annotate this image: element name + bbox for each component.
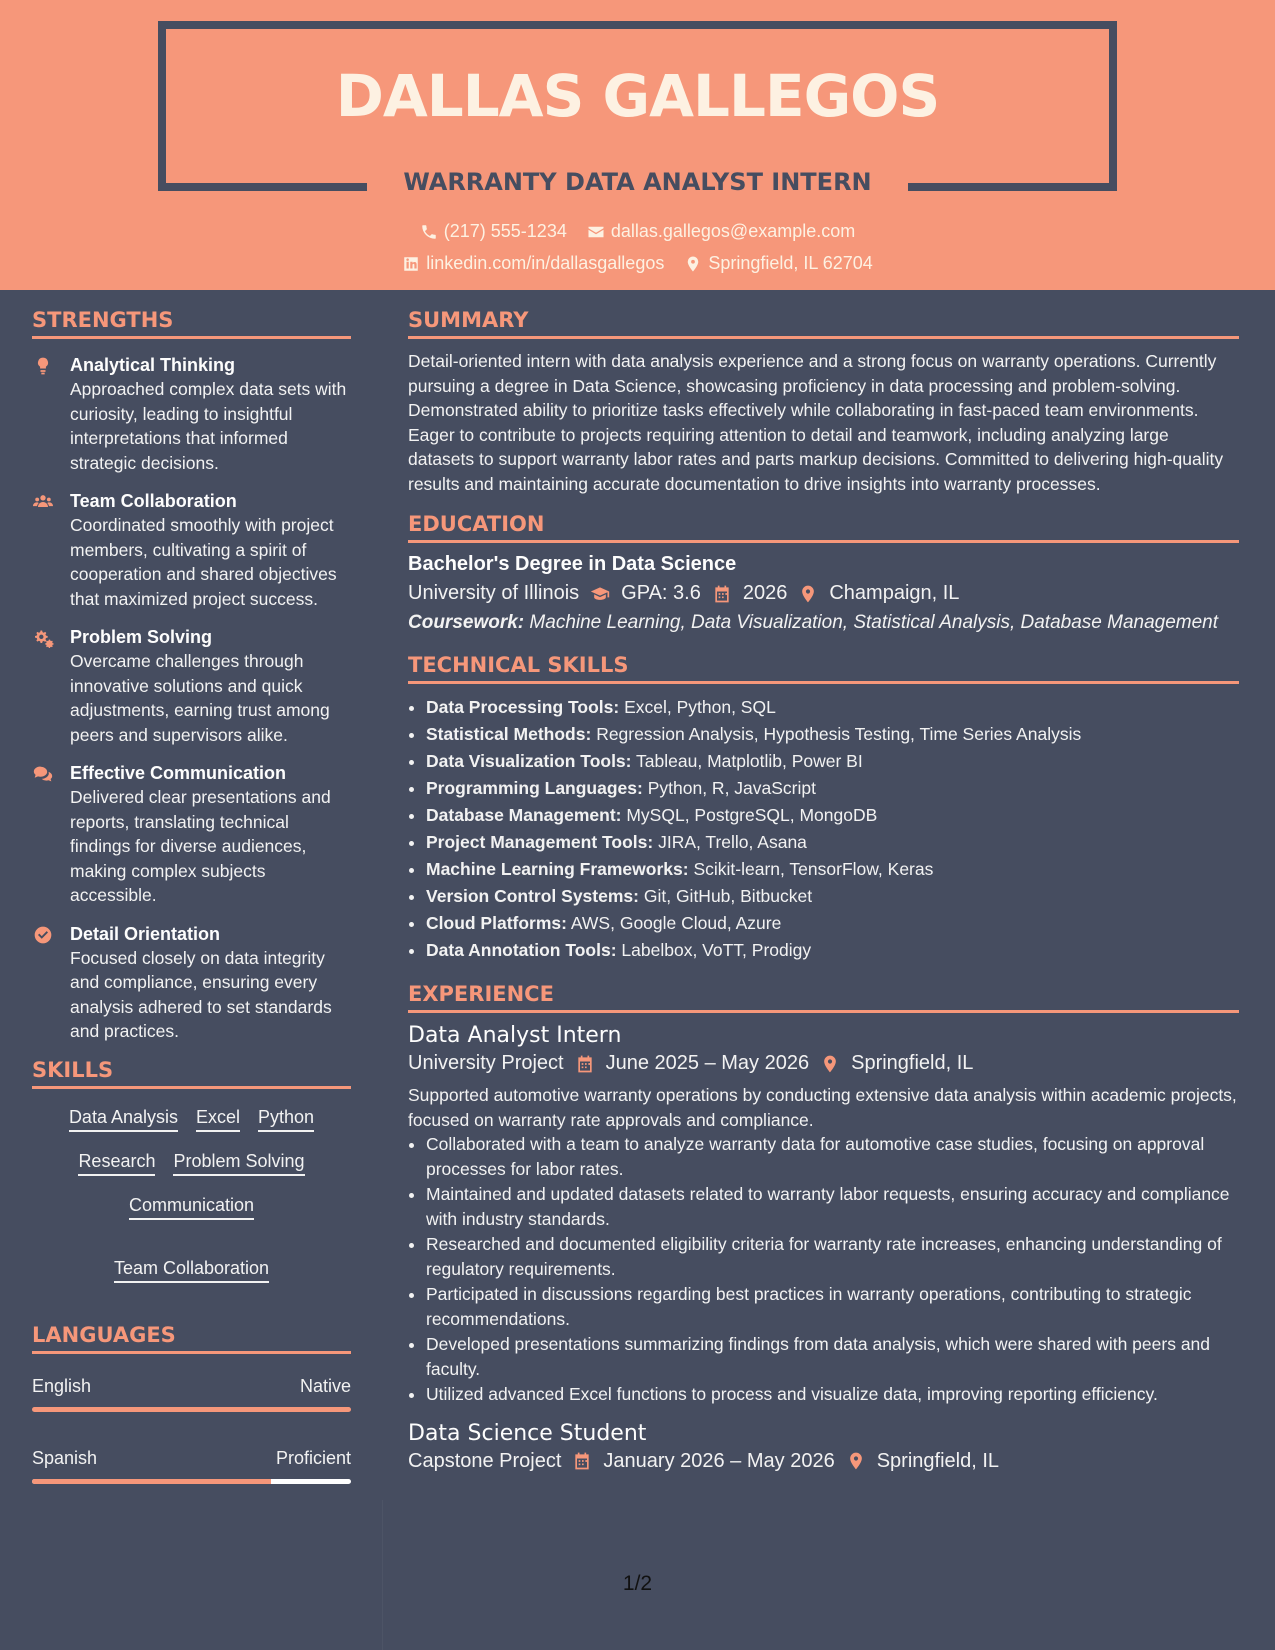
users-icon bbox=[32, 492, 54, 512]
language-bar-fill bbox=[32, 1407, 351, 1412]
list-item: • Version Control Systems: Git, GitHub, Bitbucket bbox=[426, 883, 1239, 910]
skill-tag: Research bbox=[78, 1151, 155, 1176]
job-description: Supported automotive warranty operations by conducting extensive data analysis within academic projects, focused on warranty rate approvals and compliance. bbox=[408, 1085, 1237, 1130]
technical-skills-heading: TECHNICAL SKILLS bbox=[408, 653, 1239, 684]
strength-title: Problem Solving bbox=[70, 627, 213, 647]
list-item: • Participated in discussions regarding best practices in warranty operations, contributing to strategic recommendations. bbox=[426, 1282, 1239, 1331]
language-bar-fill bbox=[32, 1479, 271, 1484]
gpa: GPA: 3.6 bbox=[621, 582, 701, 604]
education-meta bbox=[408, 582, 1239, 605]
experience-entry bbox=[408, 1421, 1239, 1473]
job-location: Springfield, IL bbox=[876, 1449, 999, 1472]
strength-desc: Focused closely on data integrity and compliance, ensuring every analysis adhered to set standards and practices. bbox=[70, 947, 332, 1041]
skill-tag: Python bbox=[258, 1107, 314, 1132]
strength-item bbox=[32, 625, 351, 747]
list-item: • Data Annotation Tools: Labelbox, VoTT, Prodigy bbox=[426, 937, 1239, 964]
lightbulb-icon bbox=[32, 356, 54, 376]
school-location: Champaign, IL bbox=[829, 582, 960, 604]
skills-list bbox=[32, 1099, 351, 1283]
list-item: • Machine Learning Frameworks: Scikit-learn, TensorFlow, Keras bbox=[426, 856, 1239, 883]
skill-tag: Data Analysis bbox=[69, 1107, 178, 1132]
skills-heading: SKILLS bbox=[32, 1058, 351, 1089]
strength-item bbox=[32, 489, 351, 611]
check-circle-icon bbox=[32, 925, 54, 945]
list-item: • Researched and documented eligibility criteria for warranty rate increases, enhancing understanding of regulatory requirements. bbox=[426, 1232, 1239, 1281]
calendar-icon bbox=[711, 584, 733, 604]
list-item: • Programming Languages: Python, R, JavaScript bbox=[426, 775, 1239, 802]
strength-title: Detail Orientation bbox=[70, 923, 221, 944]
language-level: Proficient bbox=[275, 1447, 351, 1468]
experience-heading: EXPERIENCE bbox=[408, 982, 1239, 1013]
phone-icon bbox=[420, 223, 438, 241]
job-meta bbox=[408, 1450, 1239, 1473]
list-item: • Data Processing Tools: Excel, Python, SQL bbox=[426, 694, 1239, 721]
map-marker-icon bbox=[845, 1451, 867, 1471]
job-title: Data Science Student bbox=[408, 1420, 647, 1446]
right-column bbox=[408, 290, 1239, 1479]
language-bar bbox=[32, 1407, 351, 1412]
language-bar bbox=[32, 1479, 351, 1484]
coursework: Coursework: Machine Learning, Data Visualization, Statistical Analysis, Database Management bbox=[408, 612, 1219, 633]
graduation-cap-icon bbox=[589, 584, 611, 604]
contact-email[interactable]: dallas.gallegos@example.com bbox=[587, 221, 855, 242]
list-item: • Developed presentations summarizing findings from data analysis, which were shared with peers and faculty. bbox=[426, 1332, 1239, 1381]
calendar-icon bbox=[571, 1451, 593, 1471]
job-bullets bbox=[408, 1132, 1239, 1407]
strength-title: Analytical Thinking bbox=[70, 355, 236, 375]
skill-tag: Communication bbox=[129, 1195, 254, 1220]
list-item: • Utilized advanced Excel functions to process and visualize data, improving reporting efficiency. bbox=[426, 1382, 1239, 1407]
strength-title: Team Collaboration bbox=[70, 491, 237, 511]
skill-tag: Team Collaboration bbox=[114, 1258, 269, 1283]
strength-item bbox=[32, 761, 351, 908]
language-name: English bbox=[32, 1375, 92, 1396]
school-name: University of Illinois bbox=[408, 582, 580, 604]
job-dates: June 2025 – May 2026 bbox=[605, 1052, 810, 1074]
degree-title: Bachelor's Degree in Data Science bbox=[408, 553, 737, 575]
strength-desc: Coordinated smoothly with project members, cultivating a spirit of cooperation and shared objectives that maximized project success. bbox=[70, 515, 337, 609]
map-marker-icon bbox=[684, 255, 702, 273]
comments-icon bbox=[32, 764, 54, 784]
experience-entry bbox=[408, 1023, 1239, 1407]
candidate-name: DALLAS GALLEGOS bbox=[335, 62, 940, 130]
job-meta bbox=[408, 1052, 1239, 1075]
list-item: • Data Visualization Tools: Tableau, Matplotlib, Power BI bbox=[426, 748, 1239, 775]
linkedin-icon bbox=[402, 255, 420, 273]
map-marker-icon bbox=[819, 1054, 841, 1074]
job-org: Capstone Project bbox=[408, 1449, 562, 1472]
left-column bbox=[32, 290, 351, 1512]
language-item bbox=[32, 1448, 351, 1484]
contact-location: Springfield, IL 62704 bbox=[684, 253, 872, 274]
page-number: 1/2 bbox=[622, 1572, 653, 1595]
contact-phone[interactable]: (217) 555-1234 bbox=[420, 221, 567, 242]
strengths-heading: STRENGTHS bbox=[32, 308, 351, 339]
strength-title: Effective Communication bbox=[70, 763, 287, 783]
strength-desc: Delivered clear presentations and reports, translating technical findings for diverse audiences, making complex subjects accessible. bbox=[70, 787, 331, 905]
list-item: • Collaborated with a team to analyze warranty data for automotive case studies, focusing on approval processes for labor rates. bbox=[426, 1132, 1239, 1181]
strength-item bbox=[32, 353, 351, 475]
strength-item bbox=[32, 922, 351, 1044]
summary-heading: SUMMARY bbox=[408, 308, 1239, 339]
skill-tag: Problem Solving bbox=[173, 1151, 304, 1176]
list-item: • Project Management Tools: JIRA, Trello, Asana bbox=[426, 829, 1239, 856]
resume-header bbox=[0, 0, 1275, 290]
job-org: University Project bbox=[408, 1052, 564, 1074]
language-name: Spanish bbox=[32, 1447, 98, 1468]
technical-skills-list bbox=[408, 694, 1239, 964]
skill-tag: Excel bbox=[196, 1107, 240, 1132]
job-location: Springfield, IL bbox=[851, 1052, 974, 1074]
job-dates: January 2026 – May 2026 bbox=[603, 1449, 835, 1472]
list-item: • Maintained and updated datasets related to warranty labor requests, ensuring accuracy and compliance with industry standards. bbox=[426, 1182, 1239, 1231]
language-item bbox=[32, 1376, 351, 1412]
list-item: • Cloud Platforms: AWS, Google Cloud, Azure bbox=[426, 910, 1239, 937]
envelope-icon bbox=[587, 223, 605, 241]
strength-desc: Overcame challenges through innovative solutions and quick adjustments, earning trust among peers and supervisors alike. bbox=[70, 651, 330, 745]
job-title: Data Analyst Intern bbox=[408, 1023, 622, 1048]
language-level: Native bbox=[299, 1375, 351, 1396]
strength-desc: Approached complex data sets with curiosity, leading to insightful interpretations that informed strategic decisions. bbox=[70, 379, 347, 473]
list-item: • Statistical Methods: Regression Analysis, Hypothesis Testing, Time Series Analysis bbox=[426, 721, 1239, 748]
summary-text: Detail-oriented intern with data analysis experience and a strong focus on warranty operations. Currently pursuing a degree in Data Science, showcasing proficiency in data processing and problem-solving. Demonstrated ability to prioritize tasks effectively while collaborating in fast-paced team environments. Eager to contribute to projects requiring attention to detail and teamwork, including analyzing large datasets to support warranty labor rates and parts markup decisions. Committed to delivering high-quality results and maintaining accurate documentation to drive insights into warranty processes. bbox=[408, 351, 1224, 494]
job-role: WARRANTY DATA ANALYST INTERN bbox=[403, 168, 872, 196]
calendar-icon bbox=[574, 1054, 596, 1074]
list-item: • Database Management: MySQL, PostgreSQL, MongoDB bbox=[426, 802, 1239, 829]
contact-linkedin[interactable]: linkedin.com/in/dallasgallegos bbox=[402, 253, 664, 274]
graduation-year: 2026 bbox=[742, 582, 788, 604]
cogs-icon bbox=[32, 628, 54, 648]
languages-heading: LANGUAGES bbox=[32, 1323, 351, 1354]
map-marker-icon bbox=[797, 584, 819, 604]
education-heading: EDUCATION bbox=[408, 512, 1239, 543]
